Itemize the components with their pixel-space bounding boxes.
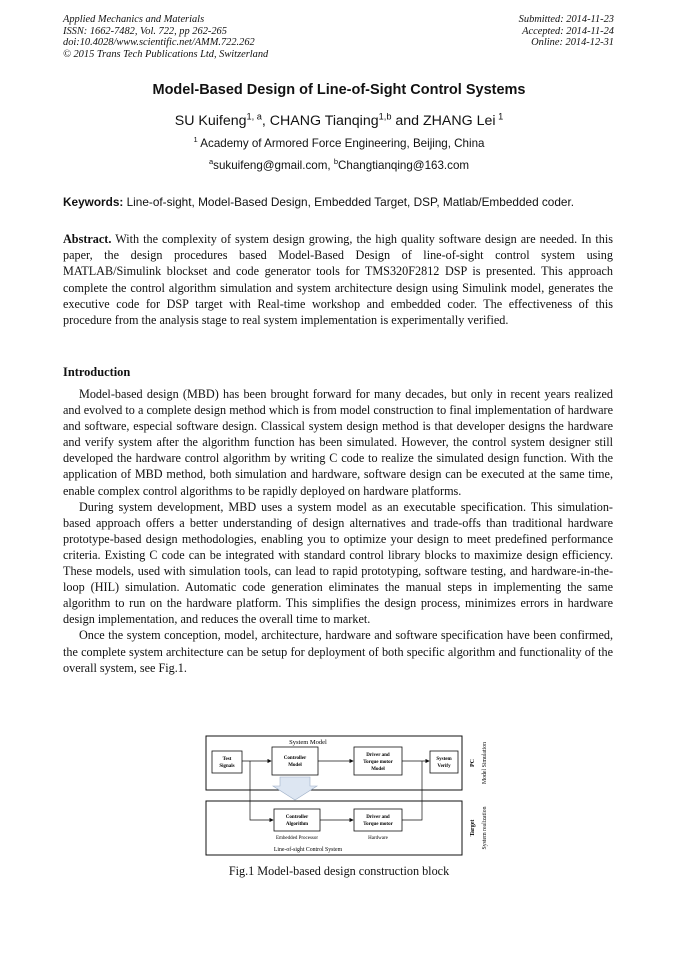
paper-title: Model-Based Design of Line-of-Sight Control Systems	[152, 82, 526, 98]
test-signals-block	[212, 751, 242, 773]
abstract-label: Abstract.	[63, 232, 112, 246]
email-b-sup: b	[333, 157, 339, 167]
author-3-sup: 1	[495, 111, 504, 122]
controller-model-label-2: Model	[288, 763, 302, 768]
affiliation-sup: 1	[193, 135, 198, 145]
journal-name: Applied Mechanics and Materials	[63, 14, 205, 25]
driver-model-label-1: Driver and	[366, 753, 390, 758]
figure-1-caption: Fig.1 Model-based design construction block	[228, 864, 450, 878]
author-list	[0, 113, 678, 129]
controller-algorithm-label-2: Algorithm	[285, 822, 309, 827]
author-1-sup: 1, a	[246, 111, 262, 122]
author-2-sup: 1,b	[378, 111, 392, 122]
section-heading-introduction: Introduction	[63, 365, 131, 379]
driver-model-label-3: Model	[371, 767, 385, 772]
test-signals-label-1: Test	[222, 757, 232, 762]
author-1: SU Kuifeng	[174, 113, 247, 129]
deploy-arrow	[273, 777, 317, 800]
embedded-processor-label: Embedded Processor	[275, 836, 319, 841]
affiliation-text: Academy of Armored Force Engineering, Beijing, China	[197, 137, 485, 150]
journal-doi: doi:10.4028/www.scientific.net/AMM.722.262	[63, 37, 255, 49]
author-sep-1: ,	[261, 113, 270, 129]
driver-hardware-block	[354, 809, 402, 831]
author-2: CHANG Tianqing	[269, 113, 379, 129]
test-signals-label-2: Signals	[219, 764, 235, 769]
paragraph-2: During system development, MBD uses a system model as an executable specification. This simulation-based approach offers a better understanding of design alternatives and trade-offs than traditional hardware prototype-based design methodologies, enabling you to optimize your design to meet predefined performance criteria. Existing C code can be integrated with standard control library blocks to maximize design efficiency. These models, used with simulation tools, can lead to rapid prototyping, software testing, and hardware-in-the-loop (HIL) simulation. Automatic code generation eliminates the manual steps in implementing the same algorithm to run on the hardware platform. This simplifies the design process, minimizes errors in hardware design implementation, and reduces the overall time to market.	[63, 499, 613, 627]
target-label: Target	[470, 819, 476, 837]
email-line	[0, 159, 678, 172]
driver-hardware-label-2: Torque motor	[363, 822, 393, 827]
journal-header	[63, 14, 268, 60]
abstract	[63, 231, 613, 328]
abstract-text: With the complexity of system design growing, the high quality software design are needed. In this paper, the design procedures based Model-Based Design of line-of-sight control system using MATLAB/Simulink blockset and code generator tools for TMS320F2812 DSP is presented. This approach complete the control algorithm simulation and system architecture design using Simulink model, generates the executive code for DSP target with Real-time workshop and embedded coder. The effectiveness of this procedure from the analysis stage to real system implementation is experimentally verified.	[63, 232, 613, 328]
controller-algorithm-block	[274, 809, 320, 831]
date-accepted: Accepted: 2014-11-24	[522, 25, 614, 37]
controller-algorithm-label-1: Controller	[285, 815, 309, 820]
controller-model-label-1: Controller	[283, 756, 307, 761]
keywords	[63, 195, 615, 209]
los-control-system-label: Line-of-sight Control System	[273, 847, 343, 853]
email-a: sukuifeng@gmail.com,	[213, 159, 334, 172]
date-submitted: Submitted: 2014-11-23	[518, 14, 614, 25]
controller-model-block	[272, 747, 318, 775]
hardware-label: Hardware	[368, 836, 388, 841]
system-realization-label: System realization	[482, 806, 488, 850]
system-verify-block	[430, 751, 458, 773]
system-model-label: System Model	[289, 739, 327, 746]
paragraph-1: Model-based design (MBD) has been brought forward for many decades, but only in recent years realized and evolved to a complete design method which is from model construction to final implementation of hardware and software, especial software design. Classical system design method is that developer designs the hardware and verify system after the algorithm function has been simulated. However, the control system designer still developed the hardware control algorithm by writing C code to realize the simulated design function. With the application of MBD method, both simulation and hardware, software design can be executed at the same time, enable complex control algorithms to be rapidly deployed on hardware platforms.	[63, 387, 613, 498]
journal-issn: ISSN: 1662-7482, Vol. 722, pp 262-265	[63, 25, 227, 37]
model-simulation-label: Model Simulation	[482, 741, 488, 785]
keywords-label: Keywords:	[63, 195, 124, 209]
email-b: Changtianqing@163.com	[338, 159, 470, 172]
system-verify-label-2: Verify	[437, 764, 451, 769]
paragraph-3: Once the system conception, model, architecture, hardware and software specification have been confirmed, the complete system architecture can be setup for deployment of both specific algorithm and functionality of the overall system, see Fig.1.	[63, 628, 613, 675]
driver-model-label-2: Torque motor	[363, 760, 393, 765]
keywords-text: Line-of-sight, Model-Based Design, Embedded Target, DSP, Matlab/Embedded coder.	[123, 195, 575, 209]
email-a-sup: a	[208, 157, 214, 167]
author-3: ZHANG Lei	[423, 113, 496, 129]
system-verify-label-1: System	[436, 757, 452, 762]
introduction-body	[63, 386, 613, 676]
author-sep-2: and	[391, 113, 424, 129]
pc-label: PC	[470, 759, 476, 767]
date-online: Online: 2014-12-31	[531, 37, 614, 49]
journal-copyright: © 2015 Trans Tech Publications Ltd, Switzerland	[63, 48, 269, 60]
figure-1-diagram	[200, 731, 500, 861]
driver-hardware-label-1: Driver and	[366, 815, 390, 820]
dates-header	[519, 14, 614, 49]
affiliation	[0, 137, 678, 150]
system-model-frame	[206, 736, 462, 790]
